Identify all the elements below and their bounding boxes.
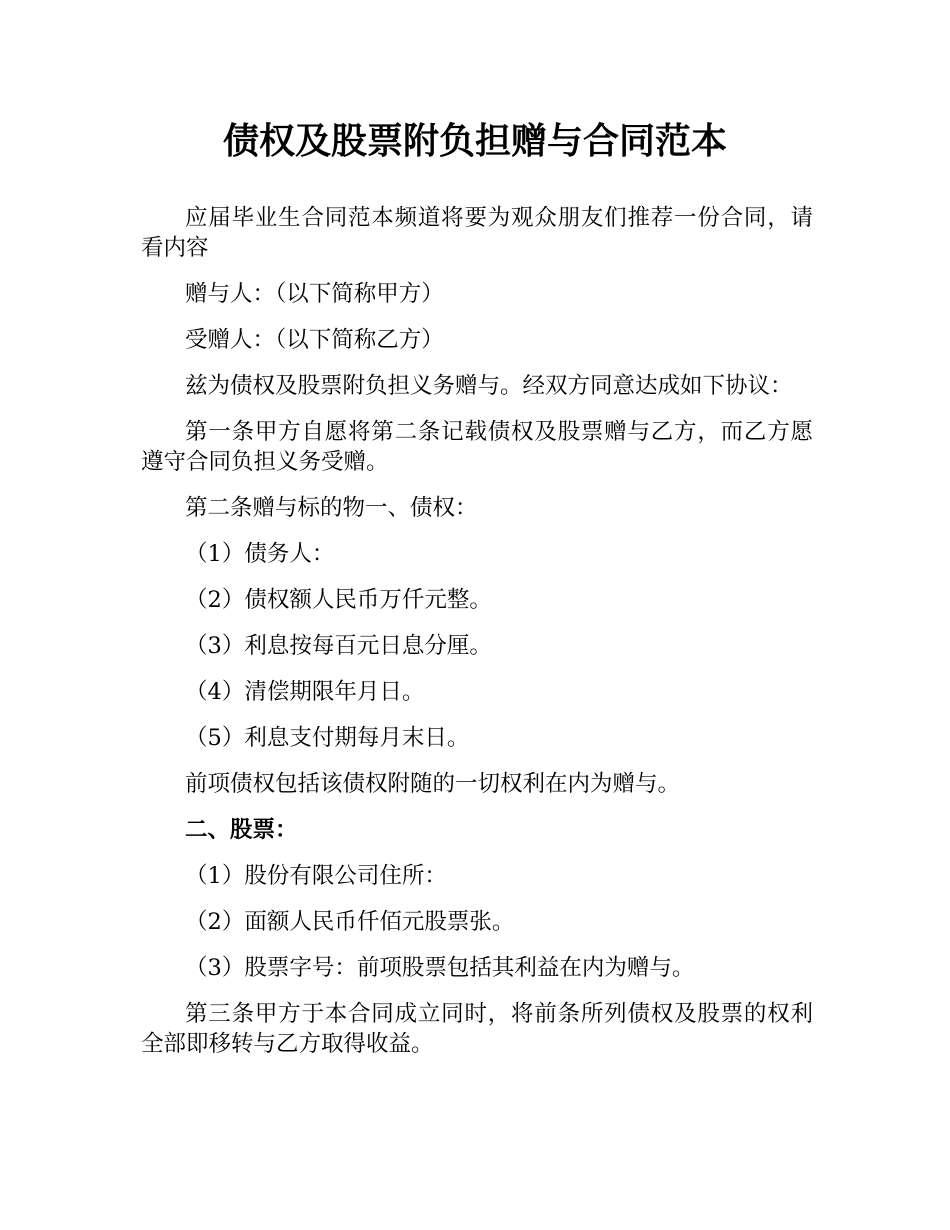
intro-paragraph: 应届毕业生合同范本频道将要为观众朋友们推荐一份合同，请看内容 <box>141 205 813 261</box>
article-2-heading: 第二条赠与标的物一、债权： <box>185 495 478 521</box>
document-title: 债权及股票附负担赠与合同范本 <box>222 121 727 162</box>
article-3: 第三条甲方于本合同成立同时，将前条所列债权及股票的权利全部即移转与乙方取得收益。 <box>141 1001 813 1057</box>
stock-section-heading: 二、股票： <box>185 817 298 843</box>
debt-item-3: （3）利息按每百元日息分厘。 <box>185 633 492 659</box>
agreement-preamble: 兹为债权及股票附负担义务赠与。经双方同意达成如下协议： <box>185 373 793 399</box>
debt-scope-paragraph: 前项债权包括该债权附随的一切权利在内为赠与。 <box>185 771 681 797</box>
stock-item-3: （3）股票字号：前项股票包括其利益在内为赠与。 <box>185 955 695 981</box>
article-1: 第一条甲方自愿将第二条记载债权及股票赠与乙方，而乙方愿遵守合同负担义务受赠。 <box>141 419 813 475</box>
debt-item-4: （4）清偿期限年月日。 <box>185 679 425 705</box>
debt-item-5: （5）利息支付期每月末日。 <box>185 725 470 751</box>
document-body <box>141 203 813 1075</box>
stock-item-1: （1）股份有限公司住所： <box>185 863 447 889</box>
donor-line: 赠与人：（以下简称甲方） <box>185 281 444 307</box>
donee-line: 受赠人：（以下简称乙方） <box>185 327 444 353</box>
stock-item-2: （2）面额人民币仟佰元股票张。 <box>185 909 515 935</box>
debt-item-2: （2）债权额人民币万仟元整。 <box>185 587 492 613</box>
debt-item-1: （1）债务人： <box>185 541 335 567</box>
